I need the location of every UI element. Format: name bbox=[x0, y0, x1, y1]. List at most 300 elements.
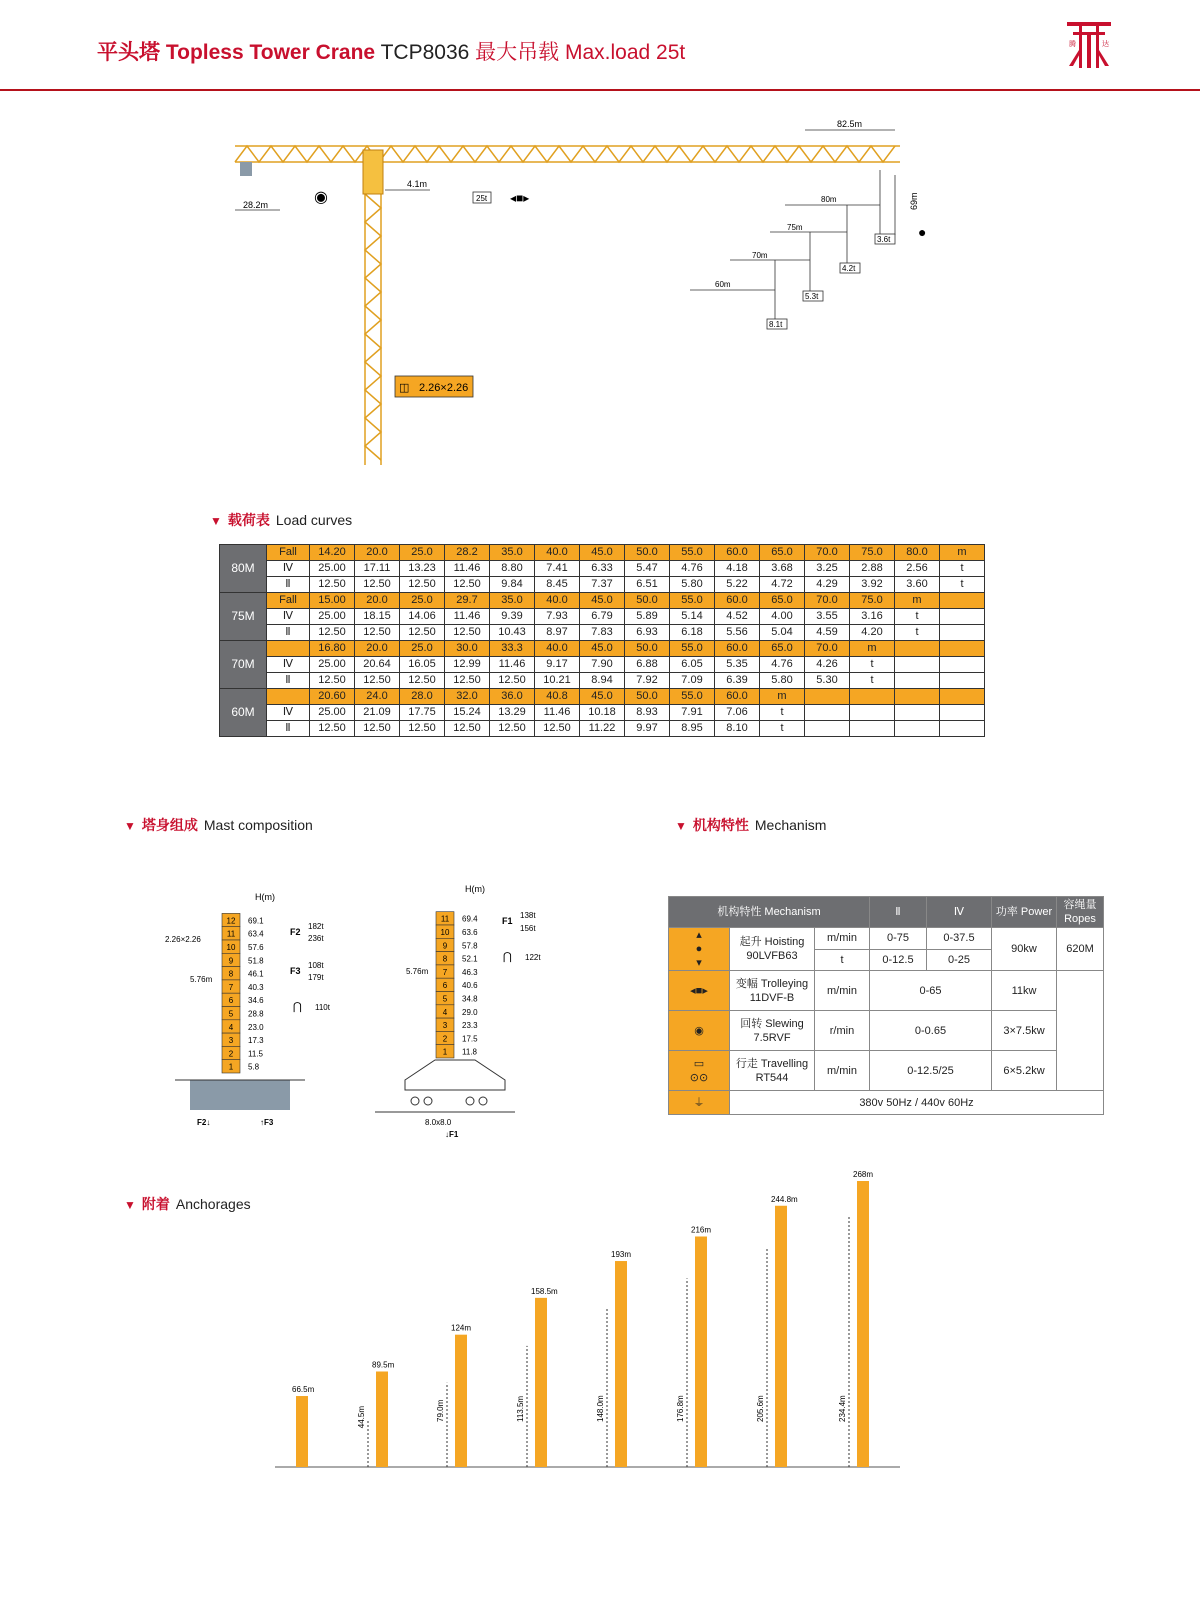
hoist-icon: ● bbox=[918, 224, 927, 240]
radius-label: 75m bbox=[787, 223, 803, 232]
brand-logo bbox=[1065, 20, 1113, 70]
load-cell: 7.09 bbox=[670, 673, 715, 689]
load-cell bbox=[895, 657, 940, 673]
load-cell: t bbox=[940, 577, 985, 593]
anchorage-top-label: 244.8m bbox=[771, 1194, 798, 1204]
load-cell: 8.93 bbox=[625, 705, 670, 721]
section-number: 3 bbox=[228, 1036, 234, 1046]
load-cell: 20.0 bbox=[355, 641, 400, 657]
mech-header: Ⅱ bbox=[870, 897, 927, 928]
anchorages-chart bbox=[270, 1170, 910, 1475]
load-cell bbox=[805, 721, 850, 737]
slew-icon: ◉ bbox=[669, 1011, 730, 1051]
load-cell: 7.06 bbox=[715, 705, 760, 721]
load-cell: Ⅱ bbox=[267, 721, 310, 737]
load-cell: 65.0 bbox=[760, 593, 805, 609]
load-cell: 10.18 bbox=[580, 705, 625, 721]
anchorage-side-label: 113.5m bbox=[516, 1395, 525, 1422]
section-height: 11.5 bbox=[248, 1049, 263, 1059]
load-cell: 12.50 bbox=[310, 721, 355, 737]
load-cell: 6.33 bbox=[580, 561, 625, 577]
load-cell: 70.0 bbox=[805, 593, 850, 609]
section-number: 11 bbox=[226, 929, 236, 939]
crane-diagram bbox=[225, 110, 965, 475]
load-cell: 45.0 bbox=[580, 545, 625, 561]
title-cn: 平头塔 bbox=[97, 41, 160, 64]
load-cell: 36.0 bbox=[490, 689, 535, 705]
section-height: 23.0 bbox=[248, 1022, 264, 1032]
load-cell: 35.0 bbox=[490, 593, 535, 609]
load-cell bbox=[940, 593, 985, 609]
load-cell: 60.0 bbox=[715, 641, 760, 657]
load-cell: 5.80 bbox=[670, 577, 715, 593]
sub-label-right: 5.76m bbox=[406, 967, 429, 976]
anchorages-heading: ▼ 附着 Anchorages bbox=[124, 1196, 251, 1212]
load-cell: 75.0 bbox=[850, 593, 895, 609]
mech-header: Ⅳ bbox=[927, 897, 992, 928]
f3-a: 108t bbox=[308, 961, 324, 970]
load-row bbox=[220, 641, 985, 657]
section-height: 51.8 bbox=[248, 956, 264, 966]
section-height: 40.3 bbox=[248, 982, 264, 992]
section-number: 5 bbox=[228, 1009, 234, 1019]
load-cell: 25.00 bbox=[310, 657, 355, 673]
load-cell: 45.0 bbox=[580, 689, 625, 705]
load-cell: 12.50 bbox=[490, 673, 535, 689]
radius-label: 60m bbox=[715, 280, 731, 289]
anchorage-bar bbox=[775, 1206, 787, 1467]
load-cell: 7.90 bbox=[580, 657, 625, 673]
load-cell: 12.50 bbox=[400, 625, 445, 641]
load-cell: 8.94 bbox=[580, 673, 625, 689]
load-cell: 12.50 bbox=[310, 577, 355, 593]
jib-truss bbox=[235, 146, 900, 162]
load-cell: 3.25 bbox=[805, 561, 850, 577]
load-cell bbox=[940, 657, 985, 673]
section-number: 4 bbox=[442, 1007, 448, 1017]
load-group-label: 80M bbox=[220, 545, 267, 593]
load-cell: 50.0 bbox=[625, 689, 670, 705]
anchorage-top-label: 158.5m bbox=[531, 1286, 558, 1296]
anchorage-top-label: 89.5m bbox=[372, 1360, 395, 1370]
load-row bbox=[220, 721, 985, 737]
load-cell: 5.14 bbox=[670, 609, 715, 625]
anchorage-top-label: 216m bbox=[691, 1225, 712, 1235]
load-group-label: 75M bbox=[220, 593, 267, 641]
section-number: 10 bbox=[440, 928, 450, 937]
load-cell: 12.50 bbox=[355, 673, 400, 689]
load-cell: 6.18 bbox=[670, 625, 715, 641]
load-cell: 5.80 bbox=[760, 673, 805, 689]
load-cell: 75.0 bbox=[850, 545, 895, 561]
load-cell bbox=[940, 689, 985, 705]
load-cell: 11.46 bbox=[490, 657, 535, 673]
h-label-left: H(m) bbox=[255, 892, 275, 902]
load-cell: 50.0 bbox=[625, 545, 670, 561]
load-cell bbox=[940, 705, 985, 721]
anchorage-bar bbox=[455, 1335, 467, 1467]
load-cell: 29.7 bbox=[445, 593, 490, 609]
load-cell: 20.0 bbox=[355, 545, 400, 561]
load-cell: 25.00 bbox=[310, 705, 355, 721]
load-cell: 33.3 bbox=[490, 641, 535, 657]
section-number: 4 bbox=[228, 1022, 234, 1032]
height-label: 69m bbox=[909, 192, 919, 210]
anchorage-top-label: 193m bbox=[611, 1250, 632, 1260]
load-cell bbox=[895, 673, 940, 689]
load-cell: 20.64 bbox=[355, 657, 400, 673]
load-cell: 4.52 bbox=[715, 609, 760, 625]
load-cell: 12.50 bbox=[400, 673, 445, 689]
load-cell: 4.76 bbox=[760, 657, 805, 673]
load-cell: 7.83 bbox=[580, 625, 625, 641]
section-number: 7 bbox=[442, 967, 448, 977]
section-number: 3 bbox=[442, 1021, 448, 1031]
anchorage-bar bbox=[535, 1298, 547, 1467]
f2-bottom: F2↓ bbox=[197, 1118, 211, 1127]
load-cell: 6.88 bbox=[625, 657, 670, 673]
load-row bbox=[220, 593, 985, 609]
load-cell: 50.0 bbox=[625, 593, 670, 609]
model-number: TCP8036 bbox=[380, 41, 470, 64]
load-row bbox=[220, 657, 985, 673]
load-cell: 11.22 bbox=[580, 721, 625, 737]
load-cell: Ⅱ bbox=[267, 625, 310, 641]
anchorage-side-label: 205.6m bbox=[756, 1395, 765, 1422]
travel-icon: ▭ ⊙⊙ bbox=[669, 1051, 730, 1091]
load-cell: m bbox=[895, 593, 940, 609]
load-cell: 8.80 bbox=[490, 561, 535, 577]
load3-left: 110t bbox=[315, 1003, 330, 1012]
load-cell bbox=[895, 705, 940, 721]
load-cell: 6.93 bbox=[625, 625, 670, 641]
load-cell bbox=[895, 689, 940, 705]
load-row bbox=[220, 577, 985, 593]
slew-icon: ◉ bbox=[314, 189, 328, 206]
load-cell: 6.39 bbox=[715, 673, 760, 689]
load-cell: 9.84 bbox=[490, 577, 535, 593]
load-cell: 30.0 bbox=[445, 641, 490, 657]
load-cell: 4.72 bbox=[760, 577, 805, 593]
section-height: 17.5 bbox=[462, 1034, 478, 1044]
load-cell: 45.0 bbox=[580, 593, 625, 609]
section-height: 69.4 bbox=[462, 914, 478, 924]
radius-load: 8.1t bbox=[769, 320, 783, 329]
section-number: 6 bbox=[228, 996, 234, 1006]
load-cell: 8.10 bbox=[715, 721, 760, 737]
anchorage-top-label: 124m bbox=[451, 1323, 472, 1333]
mech-header: 机构特性 Mechanism bbox=[669, 897, 870, 928]
load-cell: 25.00 bbox=[310, 561, 355, 577]
load-row bbox=[220, 705, 985, 721]
page-title bbox=[97, 36, 685, 66]
load-cell: 2.88 bbox=[850, 561, 895, 577]
load-cell: 3.60 bbox=[895, 577, 940, 593]
load-cell: 17.11 bbox=[355, 561, 400, 577]
header-rule bbox=[0, 89, 1200, 91]
load-cell: 5.47 bbox=[625, 561, 670, 577]
hoisting-name: 起升 Hoisting 90LVFB63 bbox=[730, 928, 815, 971]
load-cell: 5.89 bbox=[625, 609, 670, 625]
f3-label: F3 bbox=[290, 966, 301, 976]
load-cell: 12.50 bbox=[355, 577, 400, 593]
load-cell: 40.0 bbox=[535, 593, 580, 609]
load-cell: 18.15 bbox=[355, 609, 400, 625]
section-height: 63.4 bbox=[248, 929, 264, 939]
counter-jib-label: 28.2m bbox=[243, 200, 269, 210]
load-cell: 55.0 bbox=[670, 545, 715, 561]
load-cell: t bbox=[850, 657, 895, 673]
load-cell: 24.0 bbox=[355, 689, 400, 705]
power-plug-icon: ⏚ bbox=[669, 1091, 730, 1115]
load-cell: 15.24 bbox=[445, 705, 490, 721]
section-height: 34.6 bbox=[248, 996, 264, 1006]
load-cell bbox=[267, 689, 310, 705]
load-cell: 12.50 bbox=[355, 625, 400, 641]
section-number: 2 bbox=[442, 1034, 448, 1044]
load-cell: 65.0 bbox=[760, 641, 805, 657]
anchorage-side-label: 234.4m bbox=[838, 1395, 847, 1422]
load-cell: m bbox=[940, 545, 985, 561]
load-cell: 60.0 bbox=[715, 545, 760, 561]
section-number: 1 bbox=[442, 1047, 448, 1057]
section-number: 9 bbox=[442, 941, 448, 951]
load-cell: 16.05 bbox=[400, 657, 445, 673]
mast-diagram bbox=[165, 880, 570, 1150]
load-cell: 8.97 bbox=[535, 625, 580, 641]
section-label-left: 2.26×2.26 bbox=[165, 935, 201, 944]
load-cell: 12.99 bbox=[445, 657, 490, 673]
radius-load: 3.6t bbox=[877, 235, 891, 244]
anchorage-bar bbox=[615, 1261, 627, 1467]
load-cell bbox=[850, 705, 895, 721]
load-cell: 5.04 bbox=[760, 625, 805, 641]
load-cell: 7.41 bbox=[535, 561, 580, 577]
load-cell: 6.51 bbox=[625, 577, 670, 593]
load-cell: 10.43 bbox=[490, 625, 535, 641]
f2-a: 182t bbox=[308, 922, 324, 931]
load-row bbox=[220, 561, 985, 577]
load-cell: Ⅱ bbox=[267, 577, 310, 593]
load-curves-table bbox=[219, 544, 985, 737]
anchorage-side-label: 79.0m bbox=[436, 1399, 445, 1422]
section-height: 52.1 bbox=[462, 954, 478, 964]
load-cell: 16.80 bbox=[310, 641, 355, 657]
anchorage-bar bbox=[695, 1236, 707, 1467]
load-cell: 32.0 bbox=[445, 689, 490, 705]
load-row bbox=[220, 673, 985, 689]
f3-b: 179t bbox=[308, 973, 324, 982]
anchorage-bar bbox=[857, 1181, 869, 1467]
load-cell: Fall bbox=[267, 545, 310, 561]
anchorage-side-label: 148.0m bbox=[596, 1395, 605, 1422]
load-curves-heading: ▼ 载荷表 Load curves bbox=[210, 512, 353, 528]
load-cell: 11.46 bbox=[535, 705, 580, 721]
load-cell: 35.0 bbox=[490, 545, 535, 561]
load-cell: 5.56 bbox=[715, 625, 760, 641]
load-cell: 21.09 bbox=[355, 705, 400, 721]
anchor-icon: ⋂ bbox=[503, 951, 513, 963]
trolley-icon: ◂■▸ bbox=[669, 971, 730, 1011]
f1-b: 156t bbox=[520, 924, 536, 933]
trolley-offset-label: 4.1m bbox=[407, 179, 428, 189]
load-cell: 12.50 bbox=[445, 577, 490, 593]
load-cell: 60.0 bbox=[715, 689, 760, 705]
load-cell: 12.50 bbox=[400, 721, 445, 737]
load-cell: 20.0 bbox=[355, 593, 400, 609]
hoist-icon: ▴ ● ▾ bbox=[669, 928, 730, 971]
load-cell: 17.75 bbox=[400, 705, 445, 721]
load-cell: 9.17 bbox=[535, 657, 580, 673]
mech-header: 功率 Power bbox=[992, 897, 1057, 928]
radius-load: 4.2t bbox=[842, 264, 856, 273]
load-cell: 7.92 bbox=[625, 673, 670, 689]
section-height: 29.0 bbox=[462, 1007, 478, 1017]
load-cell: 70.0 bbox=[805, 641, 850, 657]
load-cell: 12.50 bbox=[535, 721, 580, 737]
mast-truss bbox=[365, 150, 381, 465]
load-group-label: 60M bbox=[220, 689, 267, 737]
load-cell bbox=[940, 641, 985, 657]
load-cell: 45.0 bbox=[580, 641, 625, 657]
anchorage-side-label: 44.5m bbox=[357, 1406, 366, 1429]
load-cell: 9.39 bbox=[490, 609, 535, 625]
anchorage-bar bbox=[296, 1396, 308, 1467]
load-cell: Ⅳ bbox=[267, 657, 310, 673]
section-number: 11 bbox=[440, 914, 450, 924]
section-height: 63.6 bbox=[462, 928, 478, 937]
radius-load: 5.3t bbox=[805, 292, 819, 301]
mast-section-label: 2.26×2.26 bbox=[419, 382, 469, 394]
load-cell bbox=[940, 625, 985, 641]
load-cell: 12.50 bbox=[445, 721, 490, 737]
load-cell: 40.0 bbox=[535, 545, 580, 561]
trolleying-name: 变幅 Trolleying 11DVF-B bbox=[730, 971, 815, 1011]
f3-bottom: ↑F3 bbox=[260, 1118, 274, 1127]
load-cell: Ⅳ bbox=[267, 705, 310, 721]
load-cell: 4.76 bbox=[670, 561, 715, 577]
load-cell: Ⅳ bbox=[267, 609, 310, 625]
load-cell: 10.21 bbox=[535, 673, 580, 689]
load-cell: 4.29 bbox=[805, 577, 850, 593]
section-height: 46.1 bbox=[248, 969, 264, 979]
load-cell bbox=[850, 689, 895, 705]
load-cell: 12.50 bbox=[400, 577, 445, 593]
load-cell: Fall bbox=[267, 593, 310, 609]
section-height: 5.8 bbox=[248, 1062, 260, 1072]
section-number: 2 bbox=[228, 1049, 234, 1059]
load-cell: 6.79 bbox=[580, 609, 625, 625]
jib-length-label: 82.5m bbox=[837, 119, 863, 129]
load-cell bbox=[267, 641, 310, 657]
maxload-en: Max.load 25t bbox=[565, 41, 686, 64]
section-height: 57.8 bbox=[462, 941, 478, 951]
anchorage-top-label: 66.5m bbox=[292, 1385, 315, 1395]
load-cell: 4.18 bbox=[715, 561, 760, 577]
load-cell: 55.0 bbox=[670, 689, 715, 705]
f1-bottom: ↓F1 bbox=[445, 1130, 459, 1139]
load3-right: 122t bbox=[525, 953, 541, 962]
section-number: 8 bbox=[228, 969, 234, 979]
load-cell: 7.37 bbox=[580, 577, 625, 593]
load-cell: 25.0 bbox=[400, 545, 445, 561]
section-height: 28.8 bbox=[248, 1009, 264, 1019]
mast-left-stack bbox=[222, 913, 264, 1073]
mast-section-icon: ◫ bbox=[399, 382, 410, 394]
section-height: 46.3 bbox=[462, 967, 478, 977]
load-cell: 12.50 bbox=[355, 721, 400, 737]
mast-heading: ▼ 塔身组成 Mast composition bbox=[124, 817, 313, 833]
load-cell: 4.00 bbox=[760, 609, 805, 625]
load-cell: 28.0 bbox=[400, 689, 445, 705]
load-cell: 50.0 bbox=[625, 641, 670, 657]
radius-label: 80m bbox=[821, 195, 837, 204]
load-row bbox=[220, 545, 985, 561]
load-cell bbox=[850, 721, 895, 737]
load-cell: 40.0 bbox=[535, 641, 580, 657]
load-cell: 11.46 bbox=[445, 561, 490, 577]
base-label: 8.0x8.0 bbox=[425, 1118, 452, 1127]
counterweight bbox=[240, 162, 252, 176]
load-cell: t bbox=[940, 561, 985, 577]
load-cell: 12.50 bbox=[310, 625, 355, 641]
section-height: 11.8 bbox=[462, 1047, 477, 1057]
section-height: 57.6 bbox=[248, 943, 264, 952]
load-cell bbox=[940, 673, 985, 689]
section-height: 40.6 bbox=[462, 981, 478, 991]
load-cell: 11.46 bbox=[445, 609, 490, 625]
load-cell bbox=[805, 705, 850, 721]
section-number: 6 bbox=[442, 981, 448, 991]
load-cell: t bbox=[895, 609, 940, 625]
load-cell bbox=[895, 641, 940, 657]
load-row bbox=[220, 625, 985, 641]
load-cell: 15.00 bbox=[310, 593, 355, 609]
title-en: Topless Tower Crane bbox=[165, 41, 376, 64]
anchorage-bar bbox=[376, 1371, 388, 1467]
load-cell: m bbox=[760, 689, 805, 705]
section-number: 5 bbox=[442, 994, 448, 1004]
f1-label: F1 bbox=[502, 916, 513, 926]
load-cell: 3.55 bbox=[805, 609, 850, 625]
mechanism-table: 机构特性 Mechanism Ⅱ Ⅳ 功率 Power 容绳量 Ropes ▴ ● ▾ 起升 Hoisting 90LVFB63 m/min 0-75 0-37.5 90kw 620M t 0-12.5 0-25 ◂■▸ 变幅 Trolleying 11DVF-B m/min 0-65 11kw ◉ 回转 Slewing 7.5RVF r/min 0-0.65 3×7.5kw ▭ ⊙⊙ 行走 Travelling RT544 m/min 0-12.5/25 6×5.2kw ⏚ 380v 50Hz / 440v 60Hz bbox=[668, 896, 1104, 1115]
load-cell: 8.45 bbox=[535, 577, 580, 593]
load-cell: 70.0 bbox=[805, 545, 850, 561]
slewing-name: 回转 Slewing 7.5RVF bbox=[730, 1011, 815, 1051]
load-cell: 20.60 bbox=[310, 689, 355, 705]
load-cell: 13.23 bbox=[400, 561, 445, 577]
logo-char-2: 达 bbox=[1102, 41, 1109, 48]
load-cell bbox=[940, 721, 985, 737]
load-group-label: 70M bbox=[220, 641, 267, 689]
load-cell: 7.91 bbox=[670, 705, 715, 721]
sub-label-left: 5.76m bbox=[190, 975, 213, 984]
load-cell: 25.0 bbox=[400, 641, 445, 657]
load-cell: 8.95 bbox=[670, 721, 715, 737]
load-cell: 14.06 bbox=[400, 609, 445, 625]
load-cell: 3.92 bbox=[850, 577, 895, 593]
logo-char-1: 腾 bbox=[1069, 41, 1076, 48]
max-load-tag: 25t bbox=[476, 194, 488, 203]
load-cell: t bbox=[850, 673, 895, 689]
load-cell: 6.05 bbox=[670, 657, 715, 673]
radius-label: 70m bbox=[752, 251, 768, 260]
load-cell: 9.97 bbox=[625, 721, 670, 737]
anchorage-top-label: 268m bbox=[853, 1170, 874, 1179]
load-cell: 5.30 bbox=[805, 673, 850, 689]
chassis-right bbox=[405, 1060, 505, 1090]
mechanism-heading: ▼ 机构特性 Mechanism bbox=[675, 817, 827, 833]
